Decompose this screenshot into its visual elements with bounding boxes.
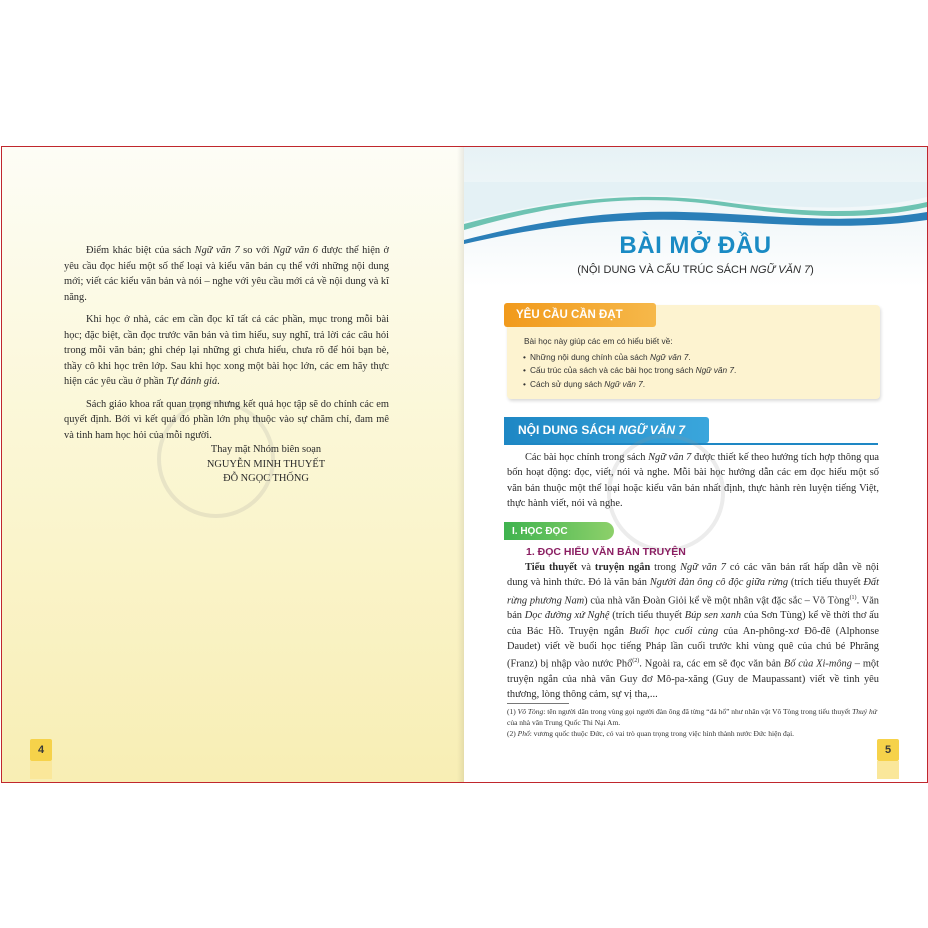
reading-body-text: Tiểu thuyết và truyện ngắn trong Ngữ văn 7 có các văn bản rất hấp dẫn về nội dung và hình thức. Đó là văn bản Người đàn ông cô độc giữa rừng (trích tiểu thuyết Đất rừng phương Nam) của nhà văn Đoàn Giỏi kể về một nhân vật đặc sắc – Võ Tòng$^{(1)}$. Văn bản Dọc đường xứ Nghệ (trích tiểu thuyết Búp sen xanh của Sơn Tùng) kể về thời thơ ấu của Bác Hồ. Truyện ngắn Buổi học cuối cùng của An-phông-xơ Đô-đê (Alphonse Daudet) viết về buổi học tiếng Pháp lần cuối trước khi vùng quê của chú bé Phrăng (Franz) bị nhập vào nước Phổ$^{(2)}$. Ngoài ra, các em sẽ đọc văn bản Bố của Xi-mông – một truyện ngắn của nhà văn Guy đơ Mô-pa-xăng (Guy de Maupassant) viết về tình yêu thương, lòng thông cảm, sự vị tha,... [507,562,880,701]
section-intro: Các bài học chính trong sách Ngữ văn 7 được thiết kế theo hướng tích hợp thông qua bốn hoạt động: đọc, viết, nói và nghe. Mỗi bài học hướng dẫn các em đọc hiểu một số văn bản thuộc một thể loại hoặc kiểu văn bản nhất định, thực hành rèn luyện tiếng Việt, thực hành viết, nói và nghe. [507,452,880,509]
footnote-ref-2: (2) [632,658,640,665]
footnote-2: (2) Phổ: vương quốc thuộc Đức, có vai trò quan trọng trong việc hình thành nước Đức hiện đại. [507,729,795,738]
signature-caption: Thay mặt Nhóm biên soạn [210,444,322,455]
requirement-item: • Những nội dung chính của sách Ngữ văn 7. [524,351,874,365]
left-page [2,147,464,782]
preface-paragraph-3: Sách giáo khoa rất quan trọng nhưng kết quả học tập sẽ do chính các em quyết định. Bởi vì kết quả đó phần lớn phụ thuộc vào sự chăm chỉ, đam mê và tinh ham học hỏi của mỗi người. [64,398,389,441]
requirements-intro: Bài học này giúp các em có hiểu biết về: [524,336,673,346]
requirements-list [524,351,874,392]
requirement-item: • Cách sử dụng sách Ngữ văn 7. [524,378,874,392]
preface-paragraph-2: Khi học ở nhà, các em cần đọc kĩ tất cả các phần, mục trong mỗi bài học; đặc biệt, cần đọc trước văn bản và tìm hiểu, suy nghĩ, trả lời các câu hỏi trong mỗi văn bản; ghi chép lại những gì chưa hiểu, chưa rõ để hỏi bạn bè, thầy cô khi học trên lớp. Sau khi học xong một bài học lớn, các em hãy thực hiện các yêu cầu ở phần Tự đánh giá. [64,314,389,387]
section-heading: NỘI DUNG SÁCH NGỮ VĂN 7 [504,417,709,443]
lesson-subtitle: (NỘI DUNG VÀ CẤU TRÚC SÁCH NGỮ VĂN 7) [577,264,814,276]
requirements-body [524,335,874,391]
preface-paragraph-1: Điểm khác biệt của sách Ngữ văn 7 so với Ngữ văn 6 được thể hiện ở yêu cầu đọc hiểu một số thể loại và kiểu văn bản cụ thể với những nội dung mới; viết các kiểu văn bản và nói – nghe với yêu cầu mới cả về nội dung và kĩ năng. [64,245,390,303]
watermark-logo [607,434,725,552]
author-name-1: NGUYỄN MINH THUYẾT [206,458,326,470]
reading-subheading: 1. ĐỌC HIỂU VĂN BẢN TRUYỆN [526,546,686,558]
requirements-heading: YÊU CẦU CẦN ĐẠT [504,303,656,327]
book-spread [1,146,928,783]
footnote-rule [507,703,569,704]
footnotes [507,706,882,739]
preface-text [64,243,389,450]
footnote-1: (1) Võ Tòng: tên người dân trong vùng gọi người đàn ông đã từng “đả hổ” như nhân vật Võ Tòng trong tiểu thuyết Thuỷ hử của nhà văn Trung Quốc Thi Nại Am. [507,707,877,727]
lesson-title: BÀI MỞ ĐẦU [619,232,772,259]
signature-block [157,443,375,487]
requirement-item: • Cấu trúc của sách và các bài học trong sách Ngữ văn 7. [524,364,874,378]
reading-section-label: I. HỌC ĐỌC [504,522,614,540]
author-name-2: ĐỖ NGỌC THỐNG [223,473,309,484]
footnote-ref-1: (1) [849,594,857,601]
page-number-right: 5 [877,739,899,761]
page-number-left: 4 [30,739,52,761]
